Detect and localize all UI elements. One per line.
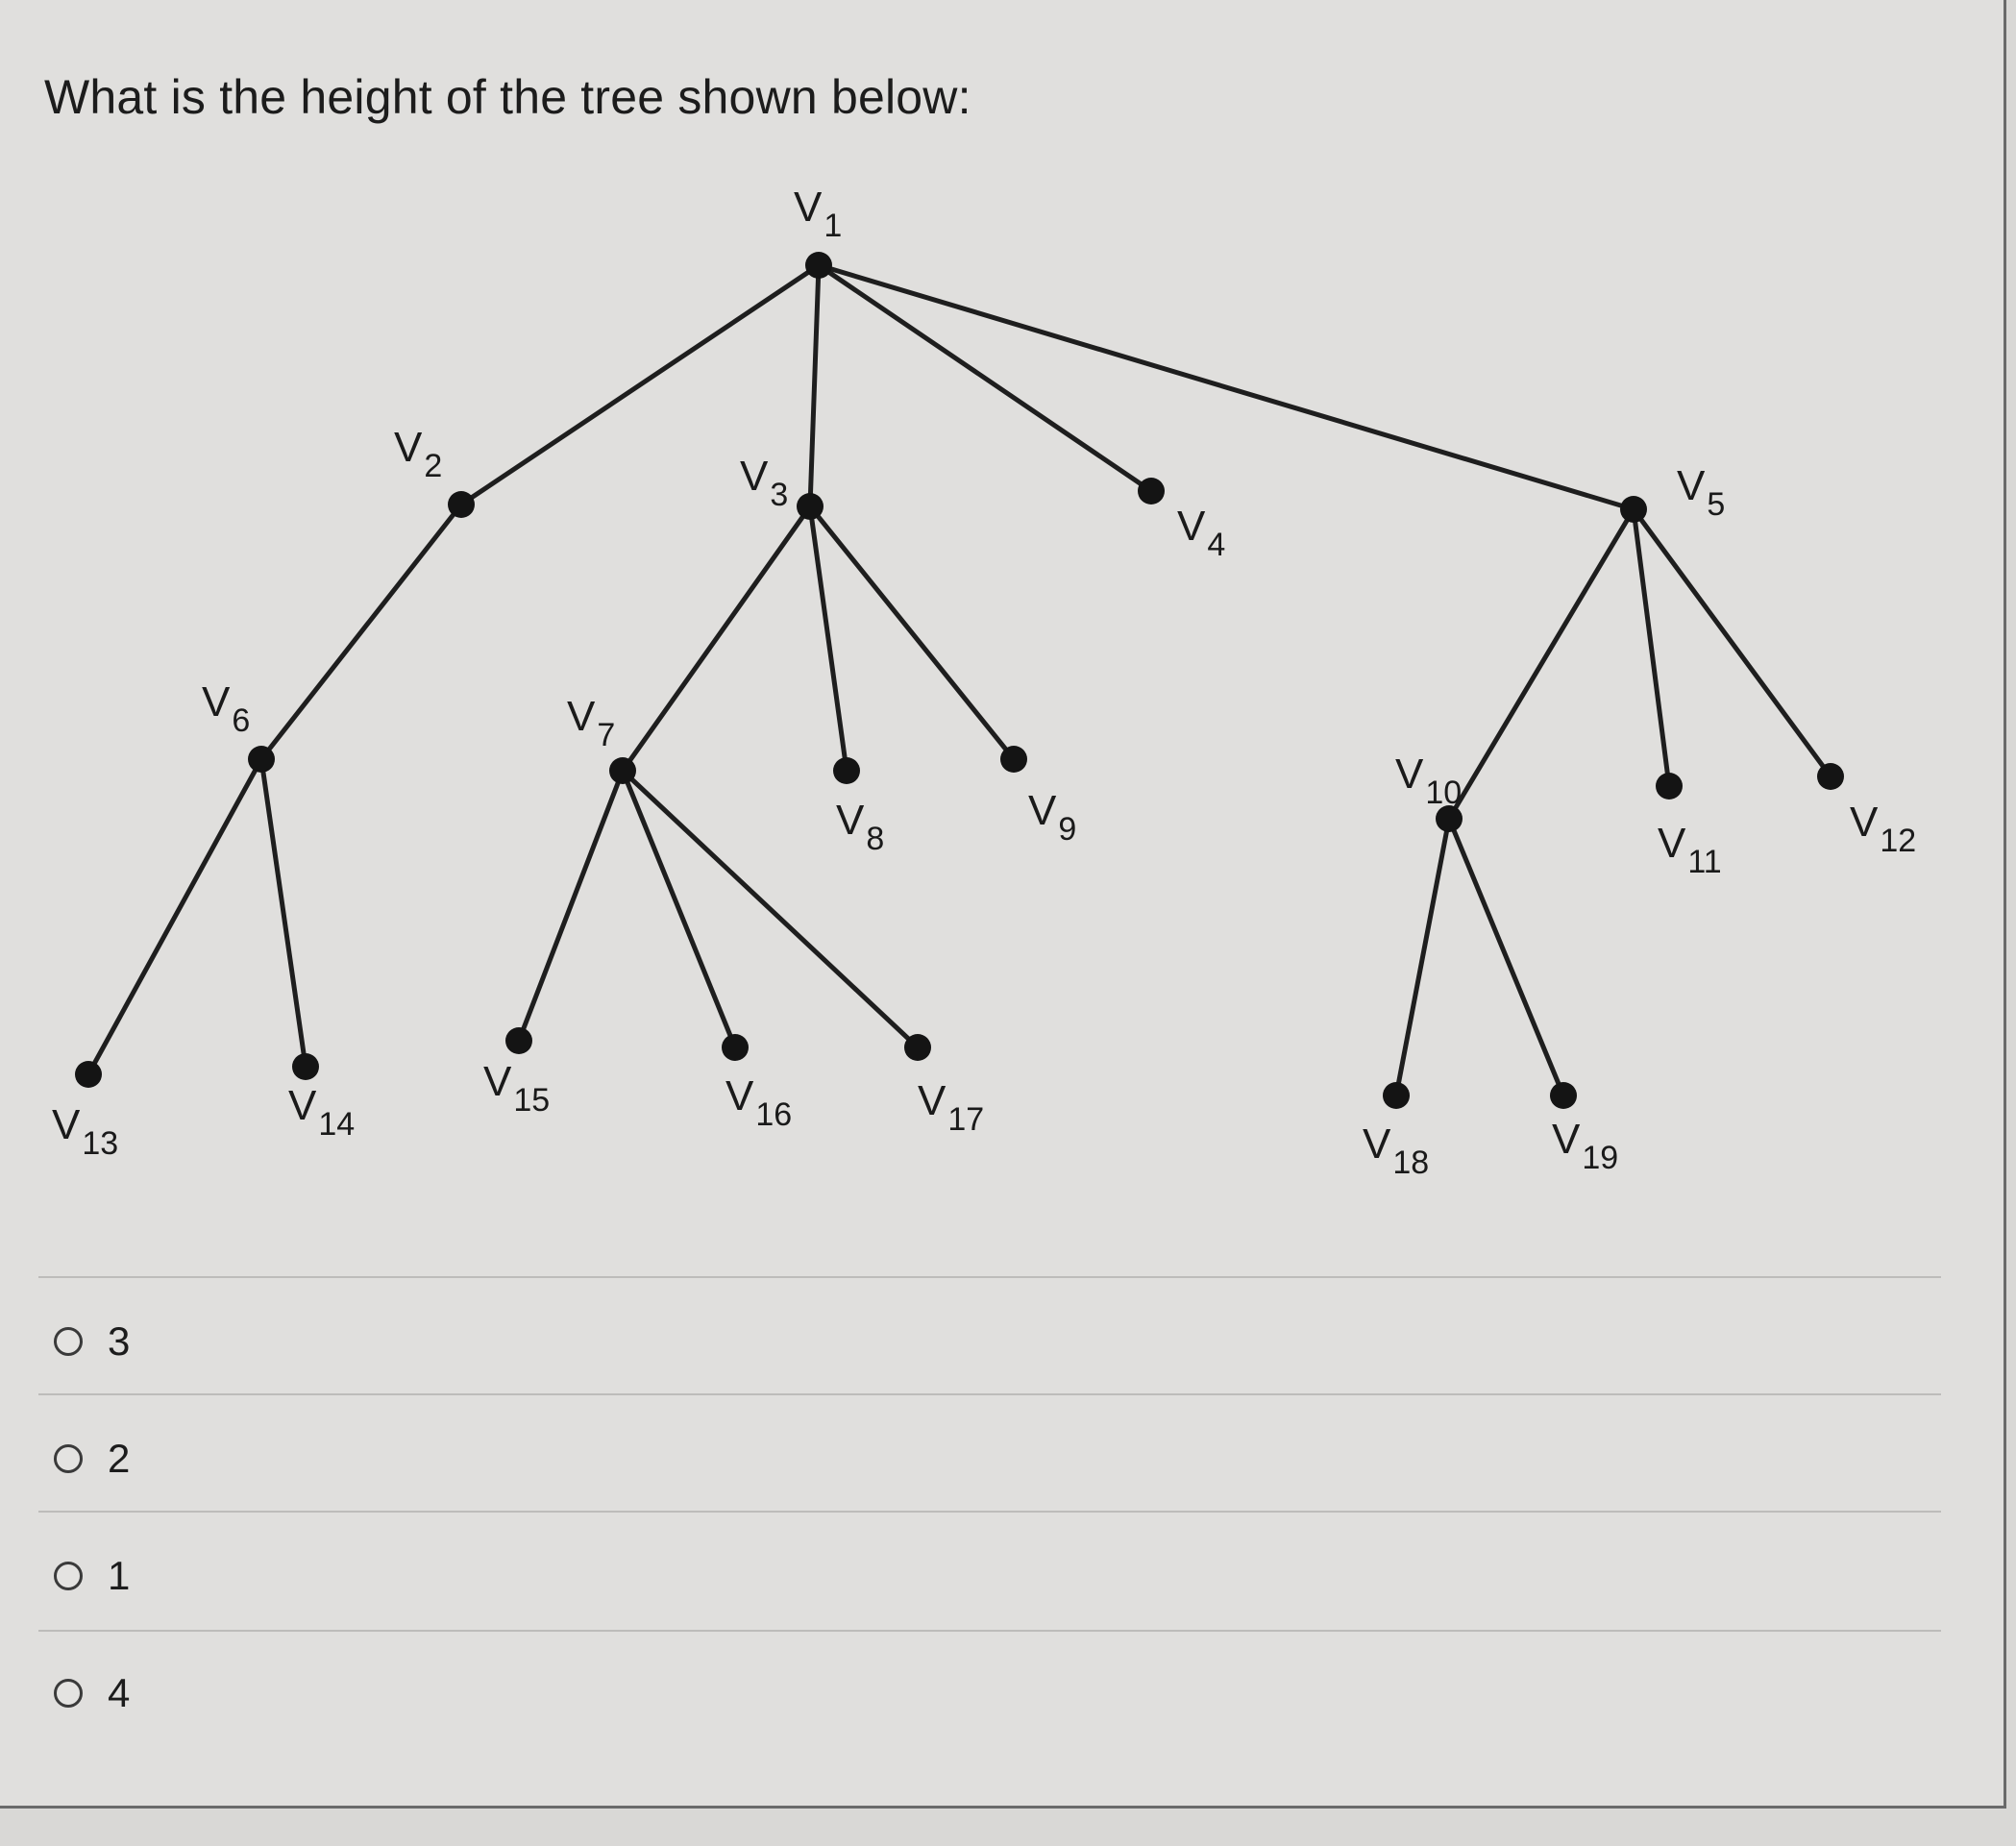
divider [38,1276,1941,1278]
node-v4 [1138,478,1165,505]
node-v11 [1656,773,1683,800]
node-label-v16: $V_{16}$ [725,1072,793,1133]
question-text: What is the height of the tree shown below: [44,70,971,124]
edge-v7-v15 [519,771,623,1041]
node-label-v2: $V_2$ [394,424,443,484]
node-v8 [833,757,860,784]
node-label-v15: $V_{15}$ [483,1058,551,1119]
divider [38,1393,1941,1395]
edge-v1-v3 [810,265,819,506]
edge-v6-v14 [261,759,306,1067]
node-label-v4: $V_4$ [1177,503,1226,563]
node-v15 [505,1027,532,1054]
edge-v1-v4 [819,265,1151,491]
node-v9 [1000,746,1027,773]
node-label-v12: $V_{12}$ [1850,799,1917,859]
node-v14 [292,1053,319,1080]
edge-v10-v18 [1396,819,1449,1095]
edge-v7-v16 [623,771,735,1047]
option-label: 1 [108,1553,131,1598]
node-label-v9: $V_9$ [1028,787,1077,848]
node-v6 [248,746,275,773]
node-label-v10: $V_{10}$ [1395,751,1463,811]
node-v1 [805,252,832,279]
option-0[interactable] [54,1313,130,1370]
node-v13 [75,1061,102,1088]
option-label: 4 [108,1670,131,1715]
node-v19 [1550,1082,1577,1109]
node-label-v18: $V_{18}$ [1363,1120,1430,1181]
node-v7 [609,757,636,784]
edge-v10-v19 [1449,819,1563,1095]
divider [38,1630,1941,1632]
node-v16 [722,1034,749,1061]
edge-v3-v7 [623,506,810,771]
edge-v5-v10 [1449,509,1634,819]
node-v17 [904,1034,931,1061]
node-label-v1: $V_1$ [794,184,843,244]
option-label: 3 [108,1318,131,1364]
node-label-v19: $V_{19}$ [1552,1116,1619,1176]
radio-button[interactable] [54,1562,83,1590]
node-label-v8: $V_8$ [836,797,885,857]
node-v3 [797,493,824,520]
node-label-v13: $V_{13}$ [52,1101,119,1162]
node-v5 [1620,496,1647,523]
option-2[interactable] [54,1547,130,1605]
option-1[interactable] [54,1430,130,1488]
edge-v1-v5 [819,265,1634,509]
radio-button[interactable] [54,1679,83,1708]
edge-v7-v17 [623,771,918,1047]
option-3[interactable] [54,1664,130,1722]
divider [38,1511,1941,1513]
node-label-v5: $V_5$ [1677,462,1726,523]
node-v12 [1817,763,1844,790]
edge-v6-v13 [88,759,261,1074]
node-label-v3: $V_3$ [740,453,789,513]
radio-button[interactable] [54,1444,83,1473]
node-label-v14: $V_{14}$ [288,1082,356,1143]
node-v2 [448,491,475,518]
node-label-v11: $V_{11}$ [1658,820,1722,880]
edge-v2-v6 [261,505,461,759]
node-label-v7: $V_7$ [567,693,616,753]
option-label: 2 [108,1436,131,1481]
node-label-v17: $V_{17}$ [918,1077,985,1138]
node-label-v6: $V_6$ [202,678,251,739]
node-v18 [1383,1082,1410,1109]
radio-button[interactable] [54,1327,83,1356]
